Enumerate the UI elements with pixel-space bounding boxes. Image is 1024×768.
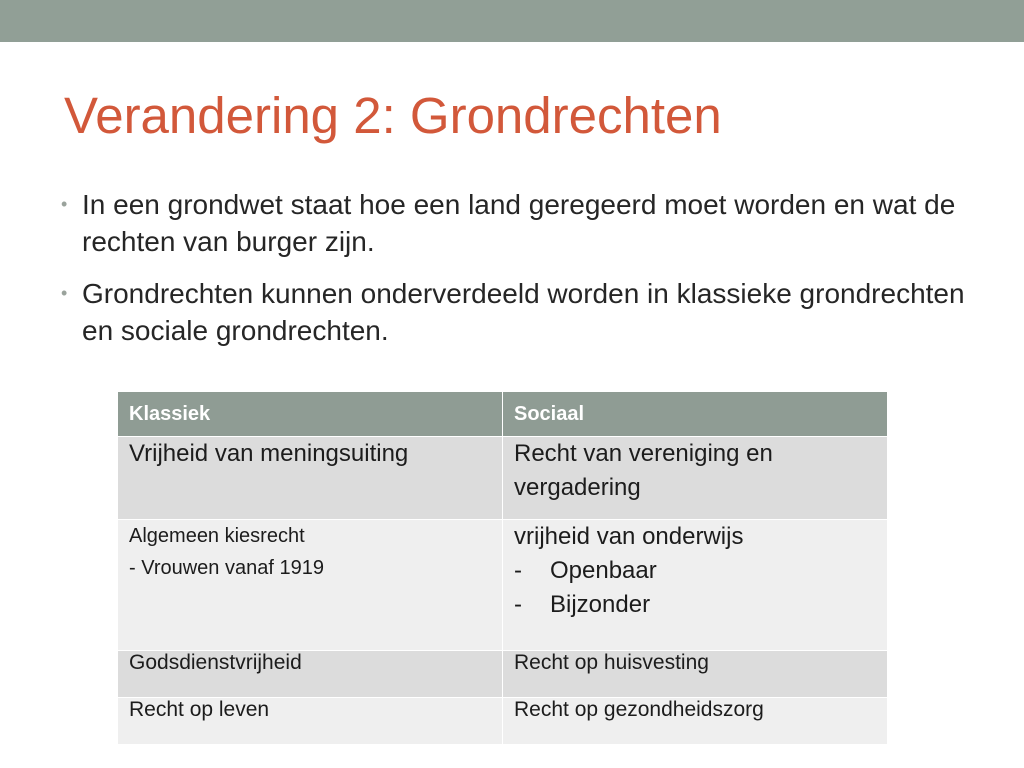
top-band	[0, 0, 1024, 42]
header-sociaal: Sociaal	[503, 392, 888, 437]
cell-sociaal	[503, 520, 888, 651]
dash-marker: -	[514, 557, 522, 584]
rights-table	[117, 391, 888, 745]
sub-item-text: Openbaar	[550, 557, 657, 584]
bullet-dot-icon: •	[61, 283, 68, 303]
table-row	[118, 698, 888, 745]
table-header-row	[118, 392, 888, 437]
dash-marker: -	[514, 591, 522, 618]
cell-sociaal: Recht op gezondheidszorg	[503, 698, 888, 745]
sub-item-text: Bijzonder	[550, 591, 651, 618]
cell-klassiek	[118, 520, 503, 651]
cell-klassiek: Vrijheid van meningsuiting	[118, 437, 503, 520]
table-row	[118, 651, 888, 698]
bullet-text: In een grondwet staat hoe een land geregeerd moet worden en wat de rechten van burger zijn.	[82, 189, 956, 257]
cell-klassiek: Godsdienstvrijheid	[118, 651, 503, 698]
cell-klassiek: Recht op leven	[118, 698, 503, 745]
cell-line: Algemeen kiesrecht	[129, 525, 305, 547]
cell-line: - Vrouwen vanaf 1919	[129, 557, 324, 579]
cell-line: vrijheid van onderwijs	[514, 523, 744, 550]
cell-sociaal: Recht van vereniging en vergadering	[503, 437, 888, 520]
sub-item	[514, 588, 876, 622]
bullet-text: Grondrechten kunnen onderverdeeld worden in klassieke grondrechten en sociale grondrechten.	[82, 278, 965, 346]
table-row	[118, 437, 888, 520]
slide-title: Verandering 2: Grondrechten	[64, 87, 722, 144]
table-row	[118, 520, 888, 651]
bullet-item	[58, 186, 978, 260]
bullet-list	[58, 186, 978, 364]
bullet-item	[58, 275, 978, 349]
cell-sociaal: Recht op huisvesting	[503, 651, 888, 698]
header-klassiek: Klassiek	[118, 392, 503, 437]
sub-item	[514, 554, 876, 588]
bullet-dot-icon: •	[61, 194, 68, 214]
